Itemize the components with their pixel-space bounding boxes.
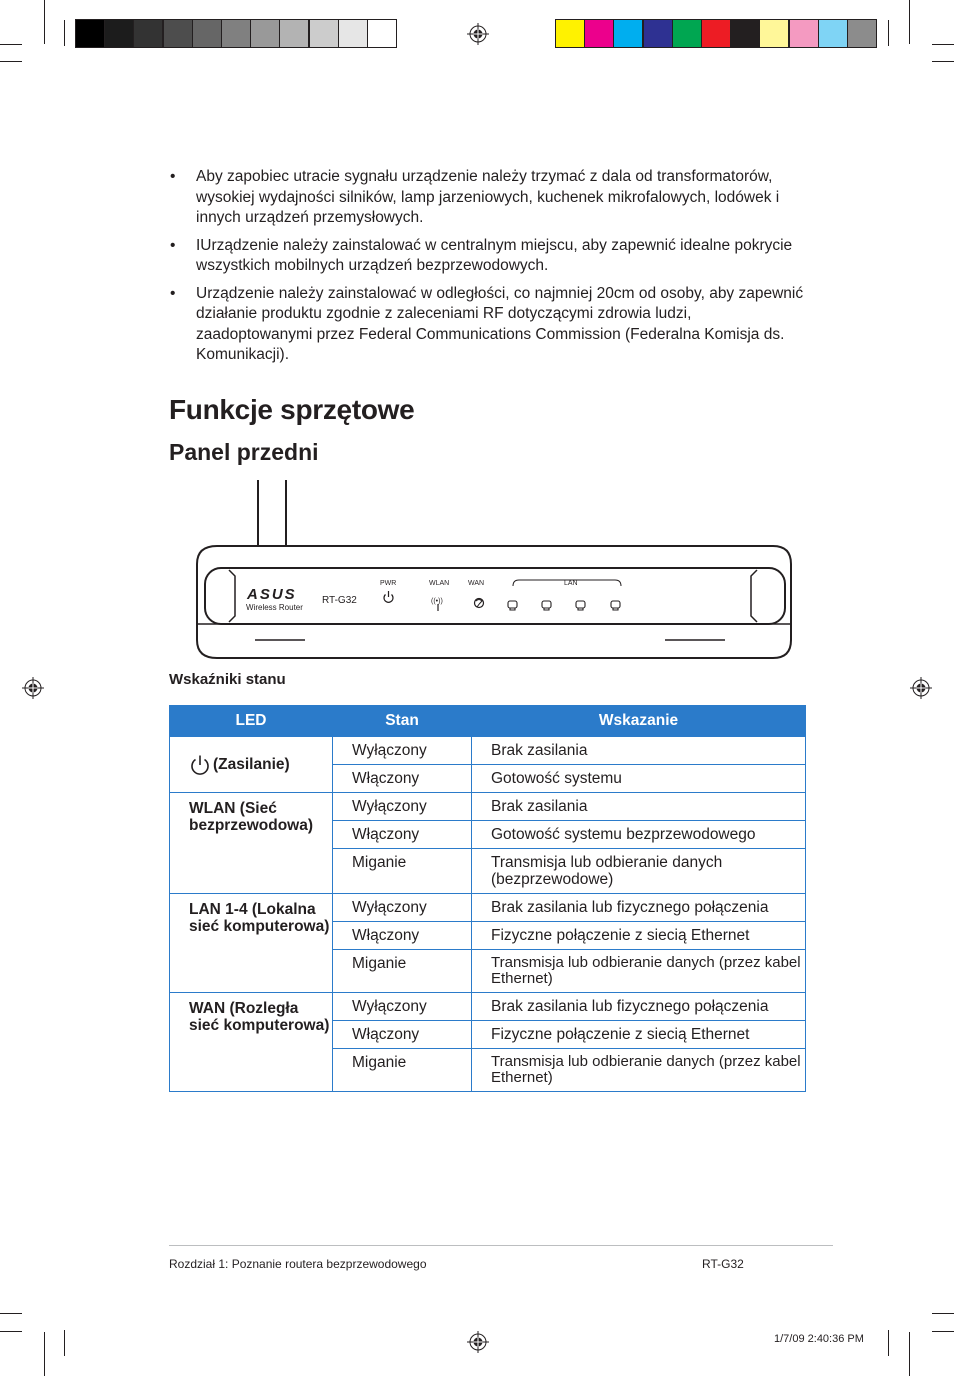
footer-model: RT-G32: [702, 1257, 744, 1271]
wskazanie-cell: Fizyczne połączenie z siecią Ethernet: [472, 1021, 806, 1049]
table-header-row: [170, 706, 806, 737]
wskazanie-cell: Fizyczne połączenie z siecią Ethernet: [472, 922, 806, 950]
color-swatch: [133, 19, 163, 48]
table-row: [170, 894, 806, 922]
router-brand: ASUS: [247, 586, 297, 603]
stan-cell: Wyłączony: [333, 894, 472, 922]
list-item: [170, 284, 810, 366]
column-header-led: LED: [170, 706, 333, 737]
bullet-mark: •: [170, 284, 176, 302]
wskazanie-cell: Brak zasilania: [472, 737, 806, 765]
list-item: [170, 236, 810, 277]
stan-cell: Włączony: [333, 821, 472, 849]
color-swatch: [279, 19, 309, 48]
footer-chapter: Rozdział 1: Poznanie routera bezprzewodowego: [169, 1257, 427, 1271]
wskazanie-cell: Gotowość systemu: [472, 765, 806, 793]
led-status-table: [169, 705, 806, 1092]
color-swatch: [163, 19, 193, 48]
color-swatch: [759, 19, 789, 48]
lan-label: LAN: [564, 580, 578, 587]
table-row: [170, 737, 806, 765]
color-swatch: [555, 19, 585, 48]
wskazanie-cell: Brak zasilania lub fizycznego połączenia: [472, 993, 806, 1021]
led-cell-lan: LAN 1-4 (Lokalna sieć komputerowa): [170, 894, 333, 993]
led-label: (Zasilanie): [213, 755, 290, 773]
stan-cell: Wyłączony: [333, 737, 472, 765]
color-swatch: [847, 19, 877, 48]
router-tagline: Wireless Router: [246, 603, 303, 612]
registration-mark-icon: [467, 1331, 489, 1353]
color-swatch: [104, 19, 134, 48]
color-swatch: [613, 19, 643, 48]
bullet-mark: •: [170, 168, 176, 185]
color-swatch: [250, 19, 280, 48]
led-cell-wlan: WLAN (Sieć bezprzewodowa): [170, 793, 333, 894]
wan-label: WAN: [468, 580, 485, 587]
color-swatch: [338, 19, 368, 48]
stan-cell: Miganie: [333, 950, 472, 993]
wlan-label: WLAN: [429, 580, 450, 587]
column-header-stan: Stan: [333, 706, 472, 737]
section-heading: Funkcje sprzętowe: [169, 394, 415, 425]
registration-mark-icon: [910, 677, 932, 699]
list-item: [170, 167, 810, 229]
wskazanie-cell: Transmisja lub odbieranie danych (przez kabel Ethernet): [472, 1049, 806, 1092]
wskazanie-cell: Brak zasilania lub fizycznego połączenia: [472, 894, 806, 922]
led-cell-power: [170, 737, 333, 793]
color-swatch: [221, 19, 251, 48]
table-row: [170, 793, 806, 821]
color-swatch: [789, 19, 819, 48]
table-title: Wskaźniki stanu: [169, 671, 286, 688]
bullet-text: Aby zapobiec utracie sygnału urządzenie należy trzymać z dala od transformatorów, wysokiej wydajności silników, lamp jarzeniowych, kuchenek mikrofalowych, lodówek i innych urządzeń przemysłowych.: [196, 168, 780, 226]
stan-cell: Włączony: [333, 922, 472, 950]
color-swatch: [367, 19, 397, 48]
led-cell-wan: WAN (Rozległa sieć komputerowa): [170, 993, 333, 1092]
color-swatch: [730, 19, 760, 48]
color-swatch: [192, 19, 222, 48]
stan-cell: Wyłączony: [333, 793, 472, 821]
stan-cell: Włączony: [333, 765, 472, 793]
bullet-text: IUrządzenie należy zainstalować w centralnym miejscu, aby zapewnić idealne pokrycie wszystkich mobilnych urządzeń bezprzewodowych.: [196, 236, 793, 274]
wskazanie-cell: Transmisja lub odbieranie danych (bezprzewodowe): [472, 849, 806, 894]
column-header-wskazanie: Wskazanie: [472, 706, 806, 737]
bullet-mark: •: [170, 236, 176, 254]
print-timestamp: 1/7/09 2:40:36 PM: [774, 1333, 864, 1345]
stan-cell: Miganie: [333, 849, 472, 894]
color-swatch: [309, 19, 339, 48]
color-swatch: [75, 19, 105, 48]
wskazanie-cell: Transmisja lub odbieranie danych (przez kabel Ethernet): [472, 950, 806, 993]
bullet-text: Urządzenie należy zainstalować w odległości, co najmniej 20cm od osoby, aby zapewnić działanie produktu zgodnie z zaleceniami RF dotyczącymi zdrowia ludzi, zaadoptowanymi przez Federal Communications Commission (Federalna Komisja ds. Komunikacji).: [196, 284, 804, 363]
pwr-label: PWR: [380, 580, 397, 587]
stan-cell: Włączony: [333, 1021, 472, 1049]
registration-mark-icon: [467, 23, 489, 45]
power-icon: [189, 754, 211, 776]
wlan-led-icon: ((•)): [431, 598, 443, 605]
footer-divider: [169, 1245, 833, 1246]
color-swatch: [643, 19, 673, 48]
router-model: RT-G32: [322, 595, 357, 606]
color-swatch: [672, 19, 702, 48]
bullet-list: [170, 167, 810, 373]
table-row: [170, 993, 806, 1021]
wskazanie-cell: Brak zasilania: [472, 793, 806, 821]
section-subheading: Panel przedni: [169, 439, 319, 465]
color-swatch: [584, 19, 614, 48]
wskazanie-cell: Gotowość systemu bezprzewodowego: [472, 821, 806, 849]
registration-mark-icon: [22, 677, 44, 699]
stan-cell: Miganie: [333, 1049, 472, 1092]
router-front-panel-illustration: [195, 480, 795, 660]
color-swatch: [701, 19, 731, 48]
color-swatch: [818, 19, 848, 48]
stan-cell: Wyłączony: [333, 993, 472, 1021]
